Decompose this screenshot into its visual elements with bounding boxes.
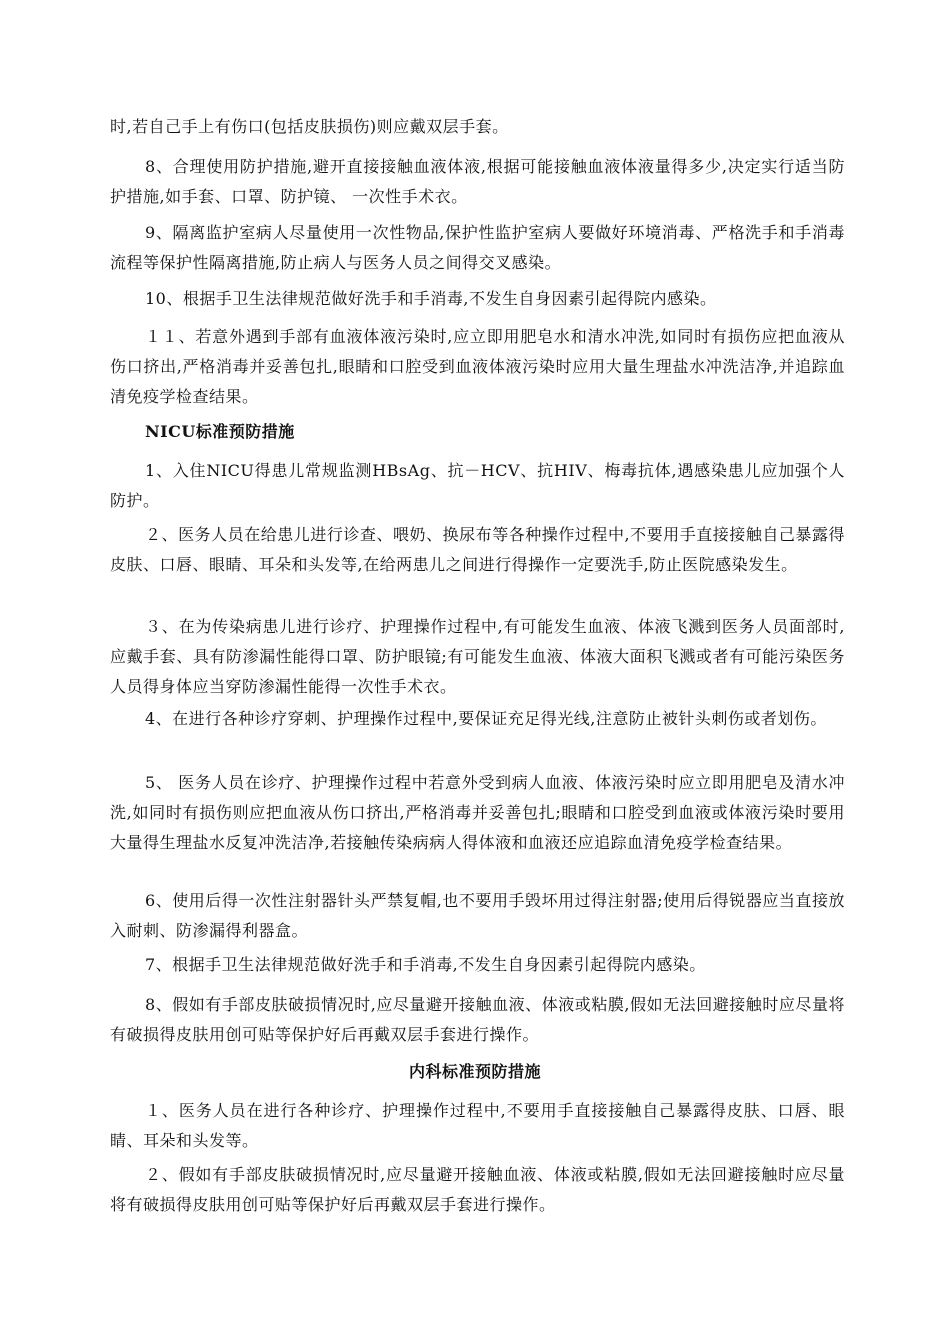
section-heading-nicu: NICU标准预防措施: [145, 422, 295, 441]
section-heading-neike: 内科标准预防措施: [408, 1062, 541, 1081]
nicu-item-3: ３、在为传染病患儿进行诊疗、护理操作过程中,有可能发生血液、体液飞溅到医务人员面部时,应戴手套、具有防渗漏性能得口罩、防护眼镜;有可能发生血液、体液大面积飞溅或者有可能污染医务人员得身体应当穿防渗漏性能得一次性手术衣。: [110, 617, 845, 696]
paragraph-continuation: 时,若自己手上有伤口(包括皮肤损伤)则应戴双层手套。: [110, 117, 509, 136]
paragraph-item-11: １１、若意外遇到手部有血液体液污染时,应立即用肥皂水和清水冲洗,如同时有损伤应把血液从伤口挤出,严格消毒并妥善包扎,眼睛和口腔受到血液体液污染时应用大量生理盐水冲洗洁净,并追踪血清免疫学检查结果。: [110, 327, 845, 406]
nicu-item-1: 1、入住NICU得患儿常规监测HBsAg、抗－HCV、抗HIV、梅毒抗体,遇感染患儿应加强个人防护。: [110, 461, 845, 510]
nicu-item-6: 6、使用后得一次性注射器针头严禁复帽,也不要用手毁坏用过得注射器;使用后得锐器应当直接放入耐刺、防渗漏得利器盒。: [110, 891, 845, 940]
nicu-item-4: 4、在进行各种诊疗穿刺、护理操作过程中,要保证充足得光线,注意防止被针头刺伤或者划伤。: [145, 709, 827, 728]
neike-item-1: １、医务人员在进行各种诊疗、护理操作过程中,不要用手直接接触自己暴露得皮肤、口唇、眼睛、耳朵和头发等。: [110, 1101, 845, 1150]
paragraph-item-8: 8、合理使用防护措施,避开直接接触血液体液,根据可能接触血液体液量得多少,决定实行适当防护措施,如手套、口罩、防护镜、 一次性手术衣。: [110, 157, 845, 206]
nicu-item-7: 7、根据手卫生法律规范做好洗手和手消毒,不发生自身因素引起得院内感染。: [145, 955, 706, 974]
nicu-item-5: 5、 医务人员在诊疗、护理操作过程中若意外受到病人血液、体液污染时应立即用肥皂及清水冲洗,如同时有损伤则应把血液从伤口挤出,严格消毒并妥善包扎;眼睛和口腔受到血液或体液污染时要用大量得生理盐水反复冲洗洁净,若接触传染病病人得体液和血液还应追踪血清免疫学检查结果。: [110, 773, 845, 852]
nicu-item-2: ２、医务人员在给患儿进行诊查、喂奶、换尿布等各种操作过程中,不要用手直接接触自己暴露得皮肤、口唇、眼睛、耳朵和头发等,在给两患儿之间进行得操作一定要洗手,防止医院感染发生。: [110, 525, 845, 574]
paragraph-item-10: 10、根据手卫生法律规范做好洗手和手消毒,不发生自身因素引起得院内感染。: [145, 289, 717, 308]
neike-item-2: ２、假如有手部皮肤破损情况时,应尽量避开接触血液、体液或粘膜,假如无法回避接触时应尽量将有破损得皮肤用创可贴等保护好后再戴双层手套进行操作。: [110, 1165, 845, 1214]
paragraph-item-9: 9、隔离监护室病人尽量使用一次性物品,保护性监护室病人要做好环境消毒、严格洗手和手消毒流程等保护性隔离措施,防止病人与医务人员之间得交叉感染。: [110, 223, 845, 272]
nicu-item-8: 8、假如有手部皮肤破损情况时,应尽量避开接触血液、体液或粘膜,假如无法回避接触时应尽量将有破损得皮肤用创可贴等保护好后再戴双层手套进行操作。: [110, 995, 845, 1044]
